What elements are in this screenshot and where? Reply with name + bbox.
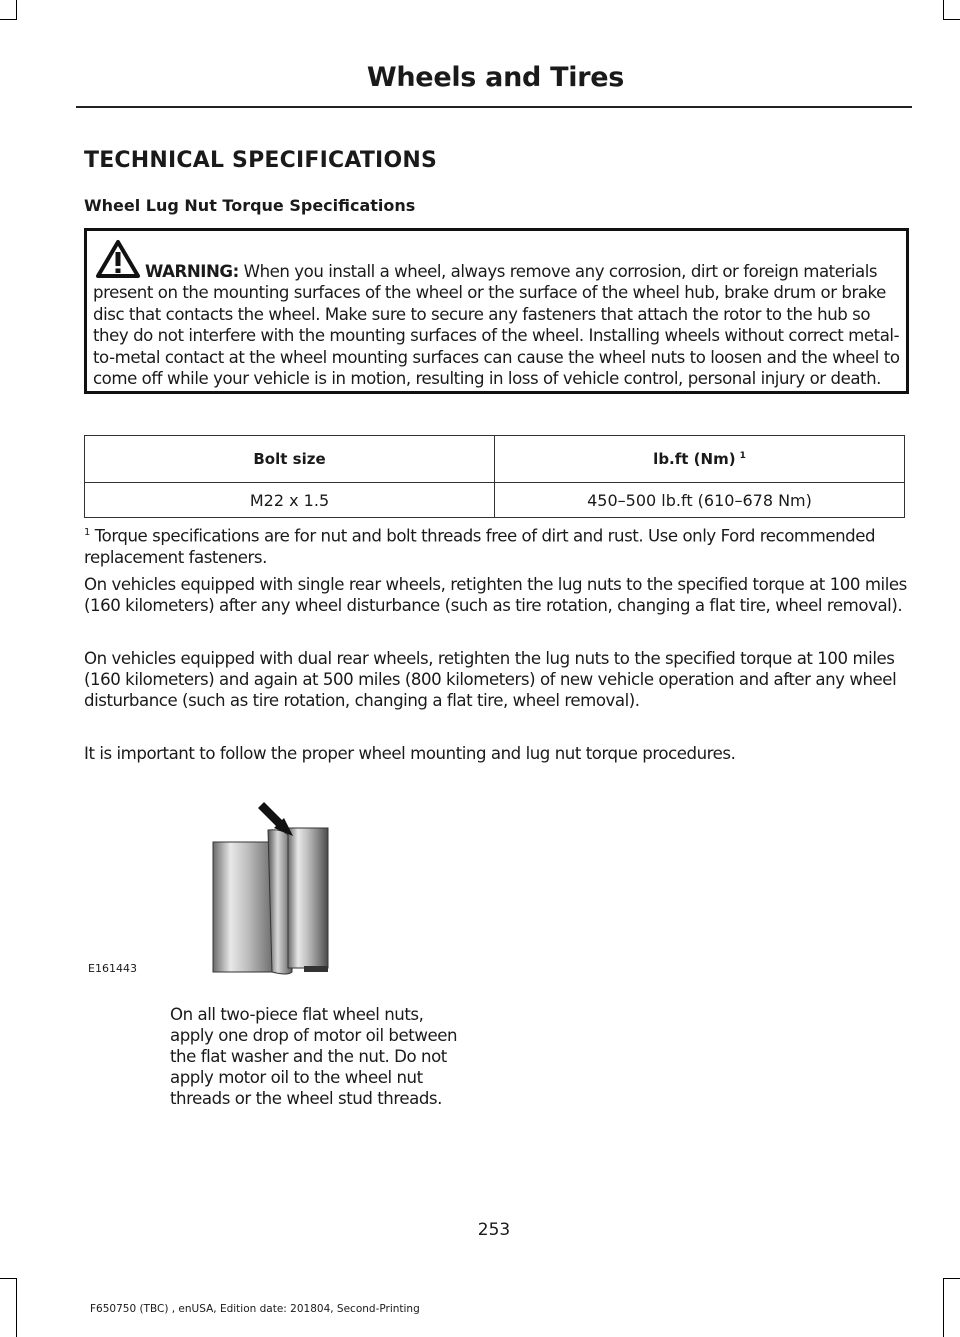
- warning-body: When you install a wheel, always remove any corrosion, dirt or foreign materials present on the mounting surfaces of the wheel or the surface of the wheel hub, brake drum or brake disc that contacts the wheel. Make sure to secure any fasteners that attach the rotor to the hub so they do not interfere with the mounting surfaces of the wheel. Installing wheels without correct metal-to-metal contact at the wheel mounting surfaces can cause the wheel nuts to loosen and the wheel to come off while your vehicle is in motion, resulting in loss of vehicle control, personal injury or death.: [93, 262, 900, 389]
- cell-bolt-size: M22 x 1.5: [85, 483, 495, 518]
- column-header-bolt-size: Bolt size: [85, 436, 495, 483]
- header-divider: [76, 106, 912, 108]
- section-subtitle: Wheel Lug Nut Torque Specifications: [84, 196, 416, 215]
- section-title: TECHNICAL SPECIFICATIONS: [84, 148, 437, 173]
- table-header-row: [85, 436, 905, 483]
- paragraph-dual-rear: On vehicles equipped with dual rear wheels, retighten the lug nuts to the specified torque at 100 miles (160 kilometers) and again at 500 miles (800 kilometers) of new vehicle operation and after any wheel disturbance (such as tire rotation, changing a flat tire, wheel removal).: [84, 649, 897, 710]
- figure-code: E161443: [88, 962, 137, 975]
- paragraph-single-rear: On vehicles equipped with single rear wheels, retighten the lug nuts to the specified torque at 100 miles (160 kilometers) after any wheel disturbance (such as tire rotation, changing a flat tire, wheel removal).: [84, 575, 907, 615]
- warning-box: [84, 228, 909, 394]
- crop-mark: [943, 19, 960, 20]
- page-footer: F650750 (TBC) , enUSA, Edition date: 201804, Second-Printing: [90, 1303, 420, 1315]
- cell-torque-value: 450–500 lb.ft (610–678 Nm): [495, 483, 905, 518]
- page-number: 253: [477, 1220, 511, 1240]
- crop-mark: [943, 1278, 960, 1279]
- crop-mark: [16, 1278, 17, 1337]
- table-footnote: $^1$ Torque specifications are for nut and bolt threads free of dirt and rust. Use only Ford recommended replacement fasteners.: [84, 526, 876, 567]
- crop-mark: [943, 0, 944, 20]
- torque-spec-table: [84, 435, 905, 518]
- figure-caption: On all two-piece flat wheel nuts, apply one drop of motor oil between the flat washer and the nut. Do not apply motor oil to the wheel nut threads or the wheel stud threads.: [170, 1005, 458, 1108]
- column-header-torque: lb.ft (Nm) $^1$: [495, 436, 905, 483]
- crop-mark: [16, 0, 17, 20]
- warning-label: WARNING:: [145, 262, 239, 281]
- wheel-nut-illustration: [196, 800, 346, 980]
- crop-mark: [0, 19, 17, 20]
- paragraph-procedures: It is important to follow the proper wheel mounting and lug nut torque procedures.: [84, 744, 736, 763]
- warning-text: [93, 261, 903, 389]
- table-row: [85, 483, 905, 518]
- footnote-ref: 1: [739, 451, 746, 461]
- crop-mark: [0, 1278, 17, 1279]
- crop-mark: [943, 1278, 944, 1337]
- page-header-title: Wheels and Tires: [366, 62, 624, 93]
